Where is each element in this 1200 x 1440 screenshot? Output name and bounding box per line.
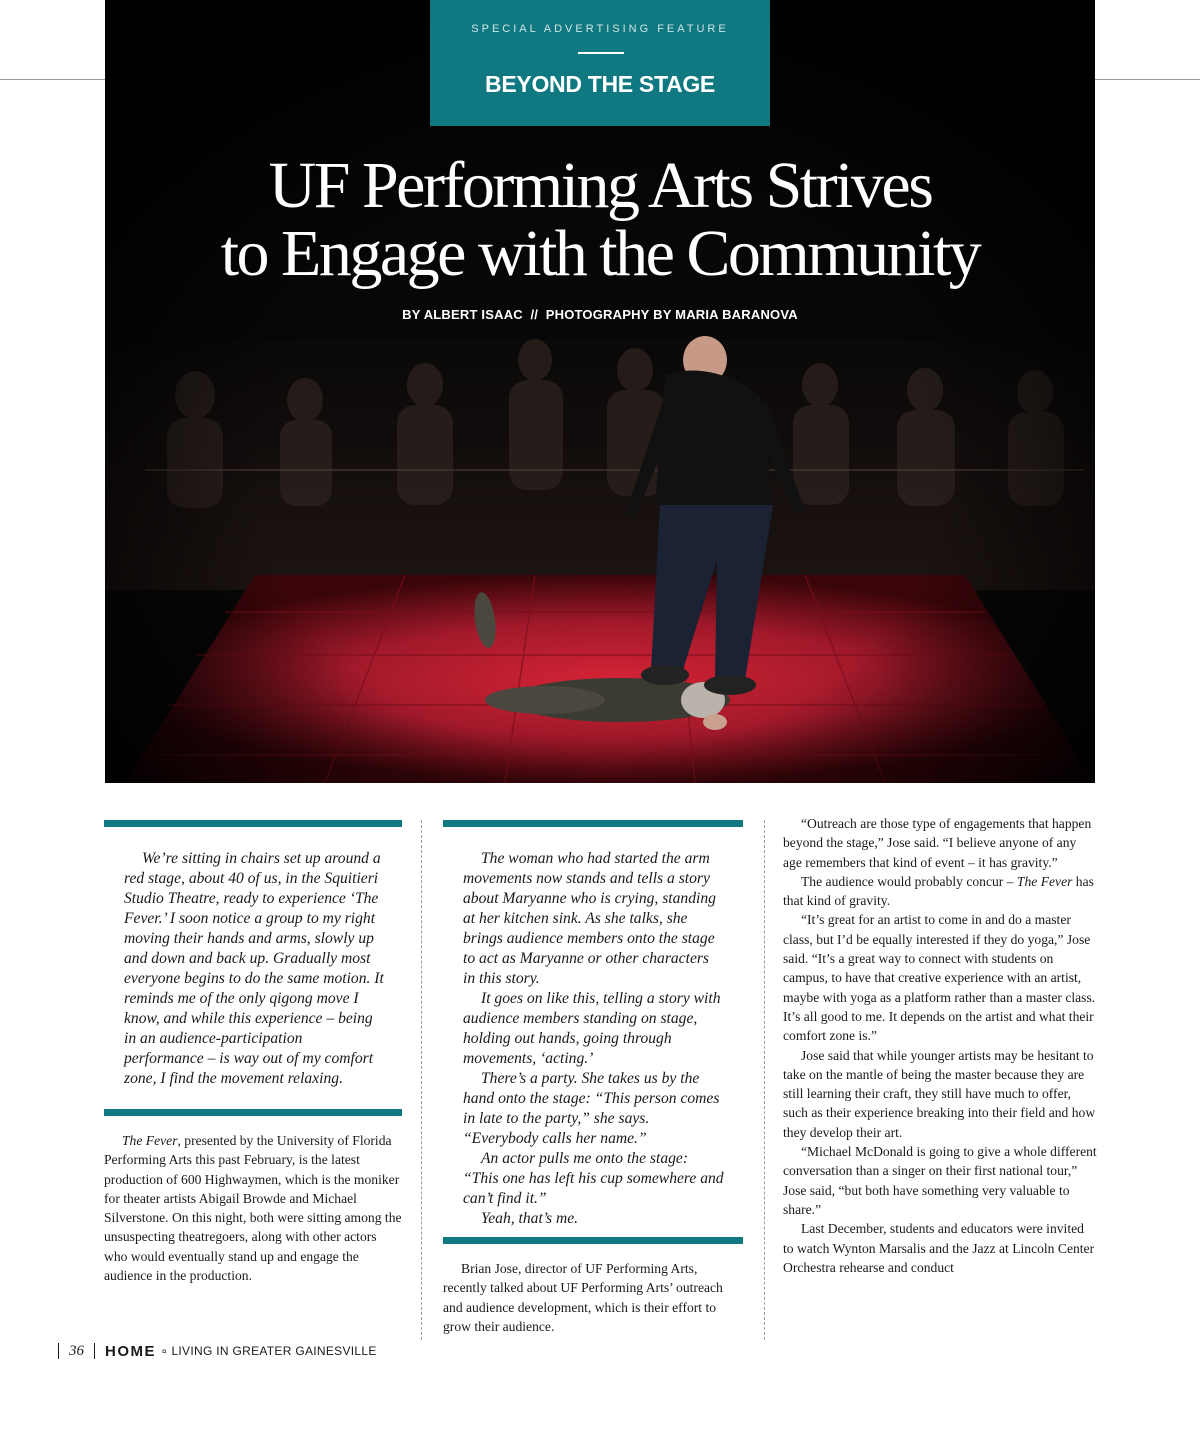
magazine-tagline: LIVING IN GREATER GAINESVILLE <box>171 1344 377 1358</box>
column-3-paragraph-3: “It’s great for an artist to come in and do a master class, but I’d be equally interested if they do yoga,” Jose said. “It’s a great way to connect with students on campus, to have that creative experience with an artist, maybe with yoga as a platform rather than a master class. It’s all good to me. It depends on the artist and what their comfort zone is.” <box>783 912 1096 1044</box>
column-3 <box>783 814 1097 1277</box>
section-title: BEYOND THE STAGE <box>485 71 715 97</box>
column-3-paragraph-6: Last December, students and educators were invited to watch Wynton Marsalis and the Jazz at Lincoln Center Orchestra rehearse and conduct <box>783 1221 1095 1275</box>
column-3-paragraph-1: “Outreach are those type of engagements that happen beyond the stage,” Jose said. “I believe anyone of any age remembers that kind of event – it has gravity.” <box>783 816 1092 870</box>
headline-line-2: to Engage with the Community <box>220 217 980 290</box>
footer-separator: ¤ <box>162 1346 167 1356</box>
pullquote-bottom-bar <box>104 1109 402 1116</box>
pullquote-bottom-bar <box>443 1237 743 1244</box>
footer-bar <box>94 1343 95 1359</box>
paragraph-text: , presented by the University of Florida Performing Arts this past February, is the latest production of 600 Highwaymen, which is the moniker for theater artists Abigail Browde and Michael Silverstone. On this night, both were sitting among the unsuspecting theatregoers, along with other actors who would eventually stand up and engage the audience in the production. <box>104 1133 402 1284</box>
column-1-body <box>104 1131 402 1285</box>
page-footer <box>58 1341 377 1361</box>
play-title: The Fever <box>1016 873 1073 889</box>
pullquote-1-text: We’re sitting in chairs set up around a red stage, about 40 of us, in the Squitieri Studio Theatre, ready to experience ‘The Fever.’ I soon notice a group to my right moving their hands and arms, slowly up and down and back up. Gradually most everyone begins to do the same motion. It reminds me of the only qigong move I know, and while this experience – being in an audience-participation performance – is way out of my comfort zone, I find the movement relaxing. <box>124 850 384 1087</box>
footer-bar <box>58 1343 59 1359</box>
pullquote-2-paragraph-3: There’s a party. She takes us by the hand onto the stage: “This person comes in late to the party,” she says. “Everybody calls her name.” <box>463 1070 720 1147</box>
pullquote-2-paragraph-4: An actor pulls me onto the stage: “This one has left his cup somewhere and can’t find it.” <box>463 1150 724 1207</box>
column-3-body <box>783 814 1097 1277</box>
page-number: 36 <box>69 1342 84 1359</box>
pullquote-2-paragraph-2: It goes on like this, telling a story with audience members standing on stage, holding out hands, going through movements, ‘acting.’ <box>463 990 721 1067</box>
column-1 <box>104 820 402 1285</box>
hero-photo-section <box>105 0 1095 783</box>
pullquote-top-bar <box>104 820 402 827</box>
column-2-body <box>443 1259 743 1336</box>
column-2-paragraph: Brian Jose, director of UF Performing Arts, recently talked about UF Performing Arts’ outreach and audience development, which is their effort to grow their audience. <box>443 1261 723 1334</box>
pullquote-2-paragraph-5: Yeah, that’s me. <box>481 1210 579 1227</box>
pullquote-1 <box>104 827 402 1109</box>
column-3-paragraph-4: Jose said that while younger artists may be hesitant to take on the mantle of being the master because they are still learning their craft, they still have much to offer, such as their experience breaking into their field and how they develop their art. <box>783 1047 1096 1140</box>
column-3-paragraph-5: “Michael McDonald is going to give a whole different conversation than a singer on their first national tour,” Jose said, “but both have something very valuable to share.” <box>783 1144 1097 1217</box>
paragraph-text: has that kind of gravity. <box>783 873 1094 909</box>
byline: BY ALBERT ISAAC // PHOTOGRAPHY BY MARIA BARANOVA <box>402 307 798 322</box>
pullquote-2-paragraph-1: The woman who had started the arm movements now stands and tells a story about Maryanne who is crying, standing at her kitchen sink. As she talks, she brings audience members onto the stage to act as Maryanne or other characters in this story. <box>463 850 716 987</box>
column-divider-2 <box>764 820 765 1340</box>
kicker-rule <box>578 52 624 54</box>
advertising-label: SPECIAL ADVERTISING FEATURE <box>471 23 729 35</box>
pullquote-2 <box>443 827 743 1237</box>
magazine-brand: HOME <box>105 1342 156 1360</box>
paragraph-text: The audience would probably concur – <box>801 873 1017 889</box>
section-kicker <box>430 0 770 126</box>
pullquote-top-bar <box>443 820 743 827</box>
article-headline <box>105 149 1095 290</box>
column-divider-1 <box>421 820 422 1340</box>
play-title: The Fever <box>122 1133 178 1148</box>
column-3-paragraph-2 <box>783 872 1097 911</box>
headline-line-1: UF Performing Arts Strives <box>268 149 932 222</box>
column-2 <box>443 820 743 1336</box>
column-1-paragraph <box>104 1131 402 1285</box>
